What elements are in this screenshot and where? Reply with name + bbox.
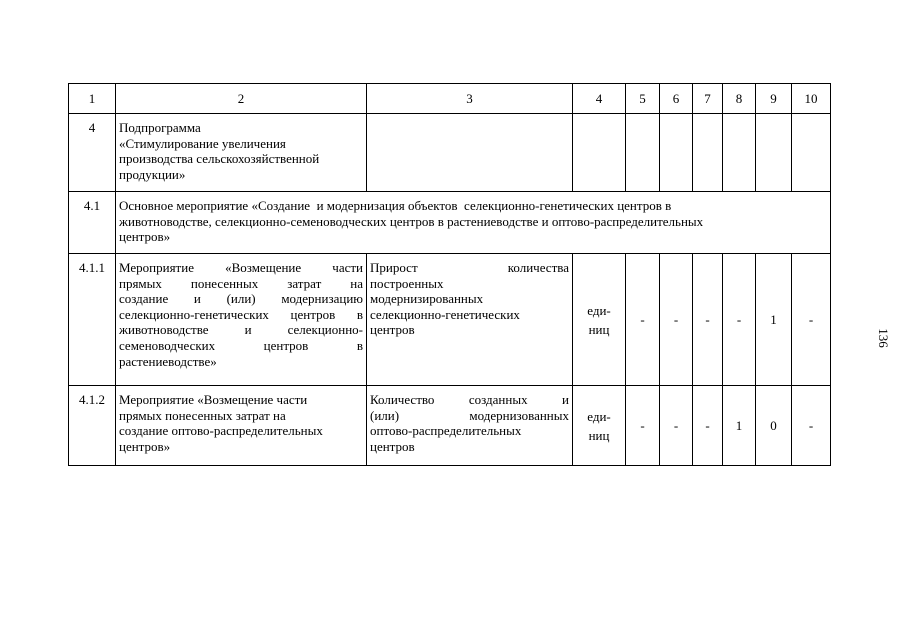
header-cell: 5: [626, 84, 660, 114]
event-measure: Мероприятие «Возмещение части прямых понесенных затрат на создание и (или) модернизацию селекционно-генетических центров в животноводстве и селекционно- семеноводческих центров в растениеводстве»: [116, 254, 367, 386]
event-indicator: Прирост количества построенных модернизированных селекционно-генетических центров: [367, 254, 573, 386]
value-cell: -: [626, 386, 660, 466]
header-cell: 1: [69, 84, 116, 114]
row-number: 4.1.1: [69, 254, 116, 386]
value-cell: 0: [756, 386, 792, 466]
header-cell: 3: [367, 84, 573, 114]
row-number: 4: [69, 114, 116, 192]
value-cell: -: [660, 386, 693, 466]
unit-cell: еди- ниц: [573, 254, 626, 386]
unit-cell: еди- ниц: [573, 386, 626, 466]
value-cell: 1: [723, 386, 756, 466]
value-cell: -: [693, 386, 723, 466]
page-number: 136: [876, 328, 891, 348]
header-cell: 8: [723, 84, 756, 114]
value-cell: 1: [756, 254, 792, 386]
main-event-row: [69, 192, 831, 254]
value-cell: -: [723, 254, 756, 386]
subprogram-row: [69, 114, 831, 192]
value-cell: -: [792, 386, 831, 466]
indicators-table: [68, 83, 831, 466]
header-row: [69, 84, 831, 114]
value-cell: -: [792, 254, 831, 386]
value-cell: -: [660, 254, 693, 386]
event-row-4-1-2: [69, 386, 831, 466]
subprogram-title: Подпрограмма «Стимулирование увеличения производства сельскохозяйственной продукции»: [116, 114, 367, 192]
main-event-title: Основное мероприятие «Создание и модернизация объектов селекционно-генетических центров в животноводстве, селекционно-семеноводческих центров в растениеводстве и оптово-распределительных центров»: [116, 192, 831, 254]
header-cell: 7: [693, 84, 723, 114]
event-indicator: Количество созданных и (или) модернизованных оптово-распределительных центров: [367, 386, 573, 466]
row-number: 4.1.2: [69, 386, 116, 466]
header-cell: 4: [573, 84, 626, 114]
value-cell: -: [626, 254, 660, 386]
header-cell: 10: [792, 84, 831, 114]
header-cell: 2: [116, 84, 367, 114]
header-cell: 6: [660, 84, 693, 114]
row-number: 4.1: [69, 192, 116, 254]
event-measure: Мероприятие «Возмещение части прямых понесенных затрат на создание оптово-распределительных центров»: [116, 386, 367, 466]
event-row-4-1-1: [69, 254, 831, 386]
header-cell: 9: [756, 84, 792, 114]
value-cell: -: [693, 254, 723, 386]
